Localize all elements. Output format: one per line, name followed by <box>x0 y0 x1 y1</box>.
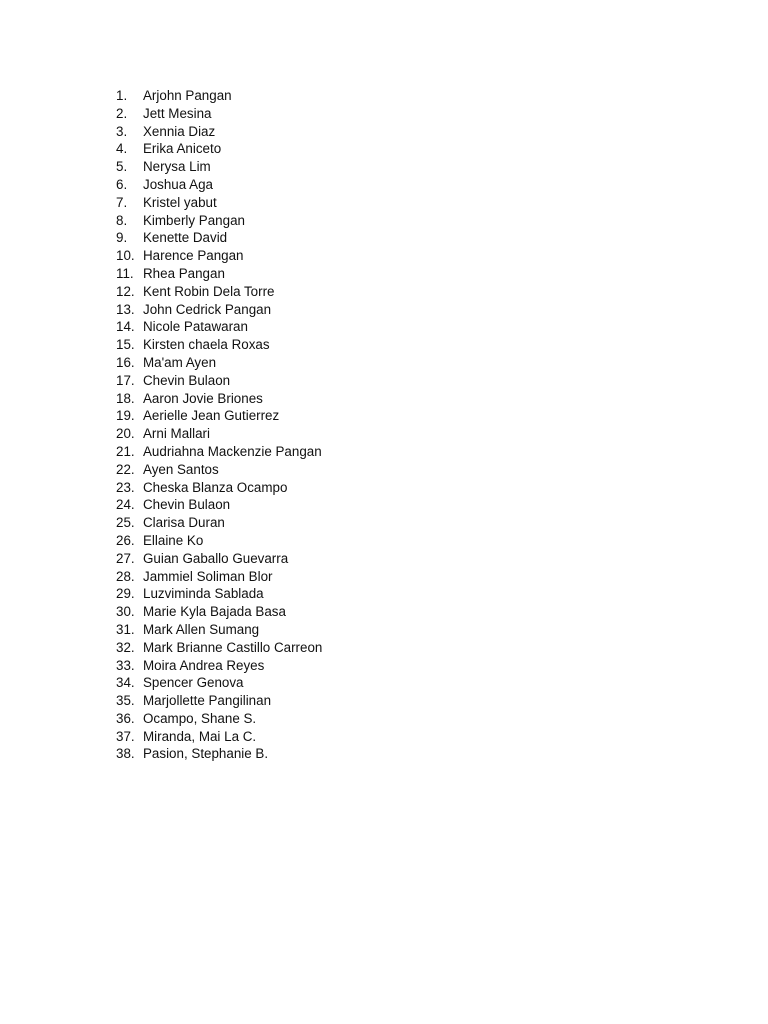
list-item-number: 20. <box>116 426 135 442</box>
list-item-name: Jett Mesina <box>143 105 212 121</box>
list-item-number: 1. <box>116 88 128 103</box>
list-item <box>116 710 322 728</box>
list-item-number: 3. <box>116 123 128 139</box>
list-item-number: 14. <box>116 319 135 335</box>
list-item-name: Clarisa Duran <box>143 515 225 531</box>
list-item-name: Kimberly Pangan <box>143 212 245 228</box>
list-item <box>116 87 322 105</box>
list-item <box>116 745 322 763</box>
list-item <box>116 532 322 550</box>
list-item-number: 2. <box>116 105 128 121</box>
list-item-name: Mark Allen Sumang <box>143 621 260 637</box>
list-item-number: 28. <box>116 568 135 584</box>
list-item-number: 11. <box>116 265 134 281</box>
list-item-name: Chevin Bulaon <box>143 497 231 513</box>
list-item <box>116 514 322 532</box>
list-item-name: Ellaine Ko <box>143 532 204 548</box>
list-item-name: Luzviminda Sablada <box>143 586 264 602</box>
list-item-name: Marie Kyla Bajada Basa <box>143 604 286 620</box>
list-item <box>116 194 322 212</box>
list-item-name: Kristel yabut <box>143 194 217 210</box>
list-item <box>116 461 322 479</box>
list-item-name: Moira Andrea Reyes <box>143 657 265 673</box>
list-item <box>116 176 322 194</box>
list-item <box>116 265 322 283</box>
list-item-name: Aaron Jovie Briones <box>143 390 263 406</box>
list-item-number: 18. <box>116 390 135 406</box>
list-item-number: 6. <box>116 176 128 192</box>
list-item-number: 23. <box>116 479 135 495</box>
list-item-number: 15. <box>116 337 135 353</box>
list-item-name: Harence Pangan <box>143 248 244 264</box>
list-item-name: Cheska Blanza Ocampo <box>143 479 288 495</box>
list-item <box>116 692 322 710</box>
list-item <box>116 390 322 408</box>
list-item <box>116 158 322 176</box>
list-item-number: 38. <box>116 746 135 762</box>
list-item <box>116 443 322 461</box>
list-item-number: 30. <box>116 604 135 620</box>
list-item-name: Kirsten chaela Roxas <box>143 337 270 353</box>
list-item <box>116 603 322 621</box>
list-item-name: Spencer Genova <box>143 675 244 691</box>
list-item <box>116 568 322 586</box>
list-item-number: 37. <box>116 728 135 744</box>
list-item-number: 35. <box>116 693 135 709</box>
list-item-name: Arjohn Pangan <box>143 88 232 103</box>
list-item-name: Ayen Santos <box>143 461 219 477</box>
list-item <box>116 728 322 746</box>
list-item-number: 13. <box>116 301 135 317</box>
list-item-name: Erika Aniceto <box>143 141 222 157</box>
list-item <box>116 674 322 692</box>
list-item-number: 36. <box>116 710 135 726</box>
list-item <box>116 407 322 425</box>
list-item-number: 9. <box>116 230 128 246</box>
list-item-name: John Cedrick Pangan <box>143 301 272 317</box>
list-item-name: Nerysa Lim <box>143 159 211 175</box>
list-item-name: Kent Robin Dela Torre <box>143 283 275 299</box>
list-item-name: Nicole Patawaran <box>143 319 248 335</box>
list-item-number: 4. <box>116 141 128 157</box>
list-item <box>116 621 322 639</box>
list-item-name: Joshua Aga <box>143 176 213 192</box>
list-item-name: Kenette David <box>143 230 228 246</box>
list-item <box>116 585 322 603</box>
list-item <box>116 496 322 514</box>
list-item-number: 8. <box>116 212 128 228</box>
list-item-name: Marjollette Pangilinan <box>143 693 272 709</box>
list-item-number: 5. <box>116 159 128 175</box>
numbered-name-list <box>116 87 322 763</box>
list-item-number: 10. <box>116 248 135 264</box>
list-item-number: 31. <box>116 621 135 637</box>
list-item-number: 22. <box>116 461 135 477</box>
list-item-name: Chevin Bulaon <box>143 372 231 388</box>
list-item <box>116 318 322 336</box>
list-item-name: Jammiel Soliman Blor <box>143 568 273 584</box>
list-item-name: Miranda, Mai La C. <box>143 728 257 744</box>
list-item <box>116 105 322 123</box>
list-item-number: 24. <box>116 497 135 513</box>
list-item-number: 33. <box>116 657 135 673</box>
list-item-number: 12. <box>116 283 135 299</box>
list-item-name: Ocampo, Shane S. <box>143 710 257 726</box>
list-item-number: 29. <box>116 586 135 602</box>
list-item-number: 34. <box>116 675 135 691</box>
list-item <box>116 123 322 141</box>
list-item-name: Guian Gaballo Guevarra <box>143 550 289 566</box>
list-item <box>116 301 322 319</box>
list-item-name: Mark Brianne Castillo Carreon <box>143 639 323 655</box>
list-item-name: Ma'am Ayen <box>143 354 217 370</box>
list-item-number: 17. <box>116 372 135 388</box>
list-item <box>116 479 322 497</box>
list-item-number: 27. <box>116 550 135 566</box>
list-item-number: 32. <box>116 639 135 655</box>
list-item-number: 26. <box>116 532 135 548</box>
list-item <box>116 425 322 443</box>
list-item-number: 21. <box>116 443 135 459</box>
list-item-name: Aerielle Jean Gutierrez <box>143 408 280 424</box>
list-item <box>116 639 322 657</box>
list-item <box>116 657 322 675</box>
list-item <box>116 354 322 372</box>
list-item <box>116 229 322 247</box>
list-item-name: Arni Mallari <box>143 426 210 442</box>
list-item-name: Rhea Pangan <box>143 265 225 281</box>
list-item <box>116 140 322 158</box>
list-item <box>116 550 322 568</box>
list-item <box>116 212 322 230</box>
list-item-name: Xennia Diaz <box>143 123 216 139</box>
list-item <box>116 247 322 265</box>
list-item-name: Audriahna Mackenzie Pangan <box>143 443 322 459</box>
list-item-name: Pasion, Stephanie B. <box>143 746 269 762</box>
list-item-number: 25. <box>116 515 135 531</box>
list-item-number: 7. <box>116 194 128 210</box>
list-item <box>116 283 322 301</box>
list-item <box>116 336 322 354</box>
list-item-number: 19. <box>116 408 135 424</box>
list-item-number: 16. <box>116 354 135 370</box>
list-item <box>116 372 322 390</box>
